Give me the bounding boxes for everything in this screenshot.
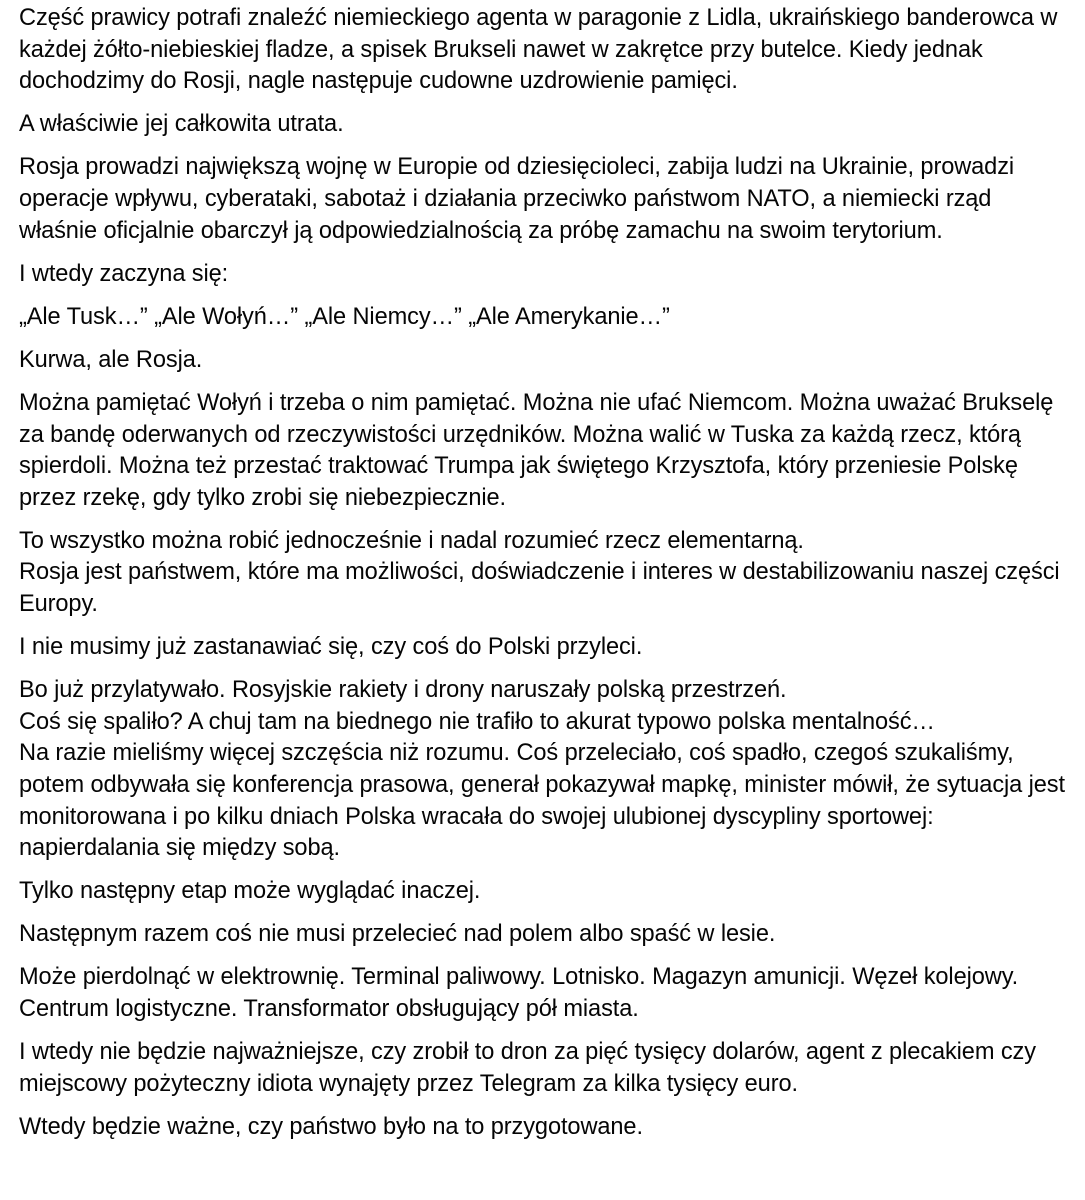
post-paragraph: Bo już przylatywało. Rosyjskie rakiety i drony naruszały polską przestrzeń. Coś się spaliło? A chuj tam na biednego nie trafiło to akurat typowo polska mentalność… Na razie mieliśmy więcej szczęścia niż rozumu. Coś przeleciało, coś spadło, czegoś szukaliśmy, potem odbywała się konferencja prasowa, generał pokazywał mapkę, minister mówił, że sytuacja jest monitorowana i po kilku dniach Polska wracała do swojej ulubionej dyscypliny sportowej: napierdalania się między sobą. [19,677,1065,862]
post-paragraph: I nie musimy już zastanawiać się, czy coś do Polski przyleci. [19,634,643,661]
post-paragraph: To wszystko można robić jednocześnie i nadal rozumieć rzecz elementarną. Rosja jest państwem, które ma możliwości, doświadczenie i interes w destabilizowaniu naszej części Europy. [19,527,1060,617]
post-paragraph: Może pierdolnąć w elektrownię. Terminal paliwowy. Lotnisko. Magazyn amunicji. Węzeł kolejowy. Centrum logistyczne. Transformator obsługujący pół miasta. [19,964,1019,1023]
post-paragraph: Część prawicy potrafi znaleźć niemieckiego agenta w paragonie z Lidla, ukraińskiego banderowca w każdej żółto-niebieskiej fladze, a spisek Brukseli nawet w zakrętce przy butelce. Kiedy jednak dochodzimy do Rosji, nagle następuje cudowne uzdrowienie pamięci. [19,5,1058,95]
post-paragraph: Kurwa, ale Rosja. [19,346,203,373]
post-paragraph: I wtedy zaczyna się: [19,260,229,287]
post-paragraph: „Ale Tusk…” „Ale Wołyń…” „Ale Niemcy…” „Ale Amerykanie…” [19,303,670,330]
post-paragraph: Następnym razem coś nie musi przelecieć nad polem albo spaść w lesie. [19,921,776,948]
post-paragraph: Tylko następny etap może wyglądać inaczej. [19,878,481,905]
post-paragraph: I wtedy nie będzie najważniejsze, czy zrobił to dron za pięć tysięcy dolarów, agent z plecakiem czy miejscowy pożyteczny idiota wynajęty przez Telegram za kilka tysięcy euro. [19,1039,1036,1097]
post-paragraph: Wtedy będzie ważne, czy państwo było na to przygotowane. [19,1113,643,1140]
post-paragraph: A właściwie jej całkowita utrata. [19,111,344,138]
post-paragraph: Można pamiętać Wołyń i trzeba o nim pamiętać. Można nie ufać Niemcom. Można uważać Brukselę za bandę oderwanych od rzeczywistości urzędników. Można walić w Tuska za każdą rzecz, którą spierdoli. Można też przestać traktować Trumpa jak świętego Krzysztofa, który przeniesie Polskę przez rzekę, gdy tylko zrobi się niebezpiecznie. [19,389,1054,511]
post-paragraph: Rosja prowadzi największą wojnę w Europie od dziesięcioleci, zabija ludzi na Ukrainie, prowadzi operacje wpływu, cyberataki, sabotaż i działania przeciwko państwom NATO, a niemiecki rząd właśnie oficjalnie obarczył ją odpowiedzialnością za próbę zamachu na swoim terytorium. [19,154,1015,244]
